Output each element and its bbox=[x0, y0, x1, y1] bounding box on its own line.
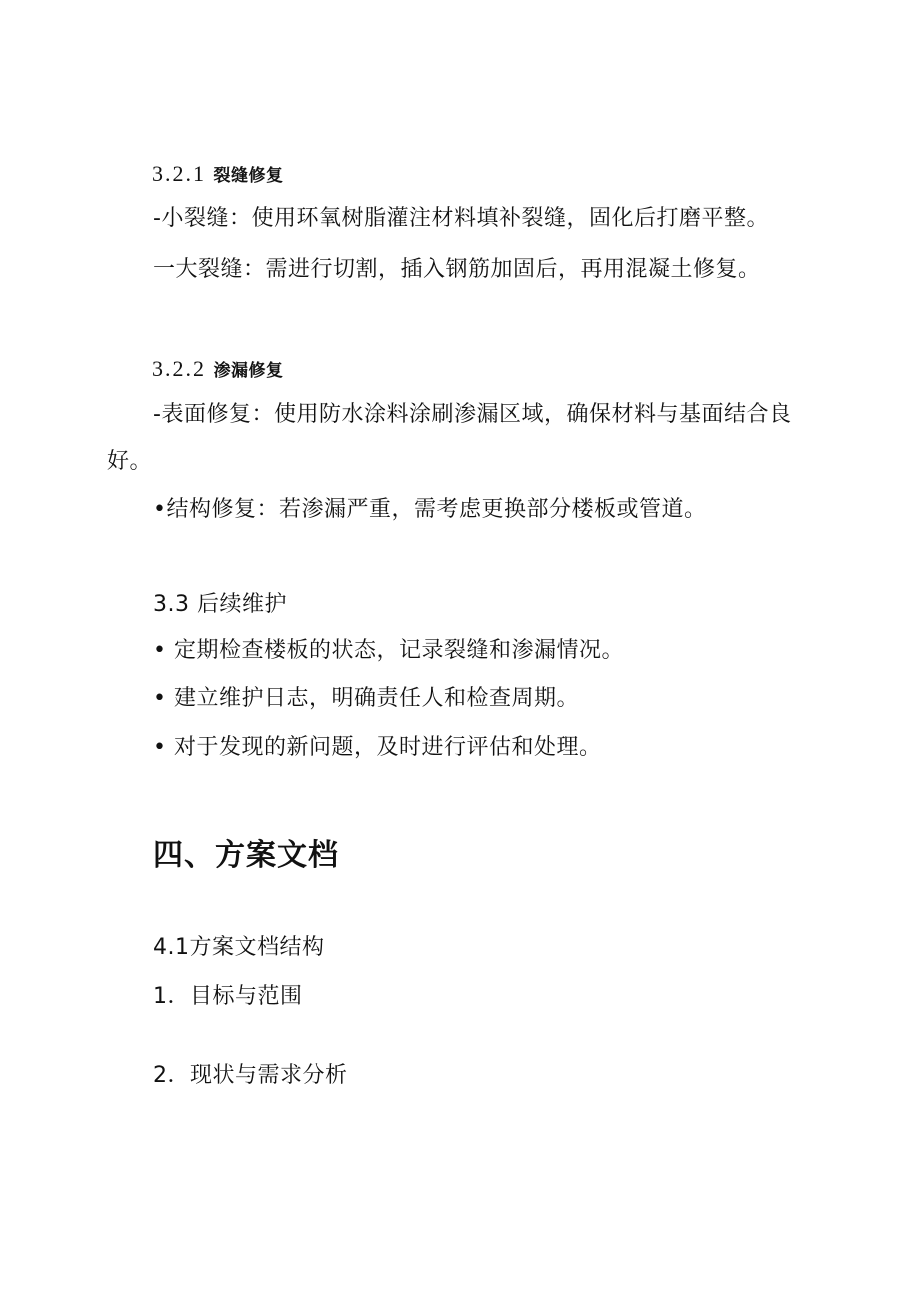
heading-3-3: 3.3 后续维护 bbox=[153, 592, 287, 617]
paragraph-surface-repair: -表面修复：使用防水涂料涂刷渗漏区域，确保材料与基面结合良 bbox=[153, 402, 792, 427]
heading-4-1: 4.1方案文档结构 bbox=[153, 935, 325, 960]
list-item: 2．现状与需求分析 bbox=[153, 1063, 348, 1088]
heading-section-4: 四、方案文档 bbox=[153, 838, 339, 873]
paragraph-small-crack: -小裂缝：使用环氧树脂灌注材料填补裂缝，固化后打磨平整。 bbox=[153, 206, 769, 231]
heading-3-2-1 bbox=[152, 163, 284, 186]
heading-3-2-1-number: 3.2.1 bbox=[152, 161, 206, 186]
paragraph-structural-repair: •结构修复：若渗漏严重，需考虑更换部分楼板或管道。 bbox=[153, 497, 707, 522]
list-item: • 定期检查楼板的状态，记录裂缝和渗漏情况。 bbox=[153, 638, 624, 663]
paragraph-large-crack: 一大裂缝：需进行切割，插入钢筋加固后，再用混凝土修复。 bbox=[153, 257, 761, 282]
list-item: • 建立维护日志，明确责任人和检查周期。 bbox=[153, 686, 579, 711]
heading-3-2-2 bbox=[152, 358, 284, 381]
list-item: • 对于发现的新问题，及时进行评估和处理。 bbox=[153, 735, 602, 760]
heading-3-2-2-number: 3.2.2 bbox=[152, 356, 206, 381]
paragraph-surface-repair-cont: 好。 bbox=[107, 449, 153, 474]
heading-3-2-2-title: 渗漏修复 bbox=[213, 361, 284, 381]
list-item: 1．目标与范围 bbox=[153, 984, 303, 1009]
heading-3-2-1-title: 裂缝修复 bbox=[213, 166, 284, 186]
